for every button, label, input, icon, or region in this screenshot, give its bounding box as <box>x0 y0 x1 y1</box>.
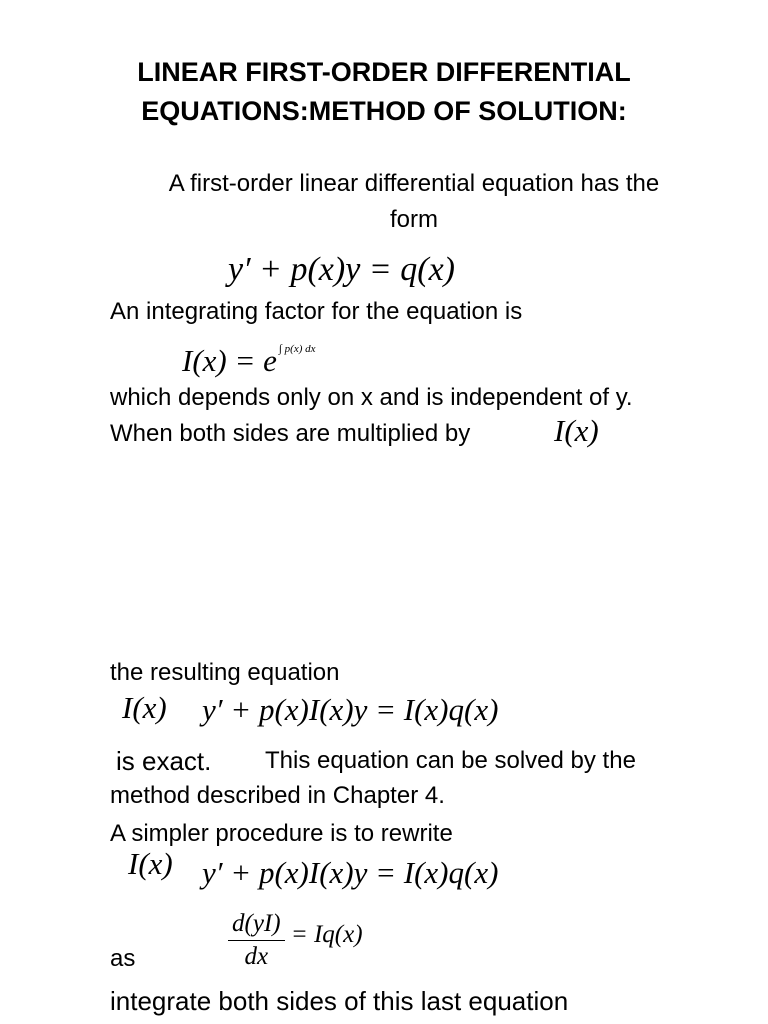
derivative-equation <box>228 910 363 971</box>
intro-line-1: A first-order linear differential equation has the <box>168 170 660 197</box>
title-line-2: EQUATIONS:METHOD OF SOLUTION: <box>141 96 627 126</box>
derivative-numerator: d(yI) <box>232 910 281 937</box>
intro-line-2: form <box>390 206 438 233</box>
derivative-denominator: dx <box>244 943 269 970</box>
rewrite-equation-factor: I(x) <box>128 846 173 881</box>
multiplied-by-text: When both sides are multiplied by <box>110 420 471 447</box>
standard-form-equation: y′ + p(x)y = q(x) <box>228 251 455 288</box>
exact-equation-factor: I(x) <box>122 690 167 725</box>
integrating-factor-equation <box>182 343 316 386</box>
derivative-fraction <box>228 910 285 971</box>
resulting-equation-text: the resulting equation <box>110 659 340 686</box>
is-exact-text: is exact. <box>116 746 212 776</box>
solved-by-text: This equation can be solved by the <box>265 747 636 774</box>
title-line-1: LINEAR FIRST-ORDER DIFFERENTIAL <box>137 57 631 87</box>
simpler-procedure-text: A simpler procedure is to rewrite <box>110 820 453 847</box>
integrating-factor-lhs: I(x) = e <box>182 343 277 378</box>
integrating-factor-exponent: ∫ p(x) dx <box>278 343 316 355</box>
multiplier-expression: I(x) <box>554 413 599 448</box>
integrating-factor-intro: An integrating factor for the equation is <box>110 298 523 325</box>
as-text: as <box>110 945 136 972</box>
method-described-text: method described in Chapter 4. <box>110 782 445 809</box>
integrate-both-text: integrate both sides of this last equation <box>110 986 569 1016</box>
rewrite-equation-body: y′ + p(x)I(x)y = I(x)q(x) <box>202 855 499 890</box>
exact-equation-body: y′ + p(x)I(x)y = I(x)q(x) <box>202 692 499 727</box>
depends-only-text: which depends only on x and is independent of y. <box>110 384 633 411</box>
derivative-rhs: = Iq(x) <box>290 920 363 948</box>
